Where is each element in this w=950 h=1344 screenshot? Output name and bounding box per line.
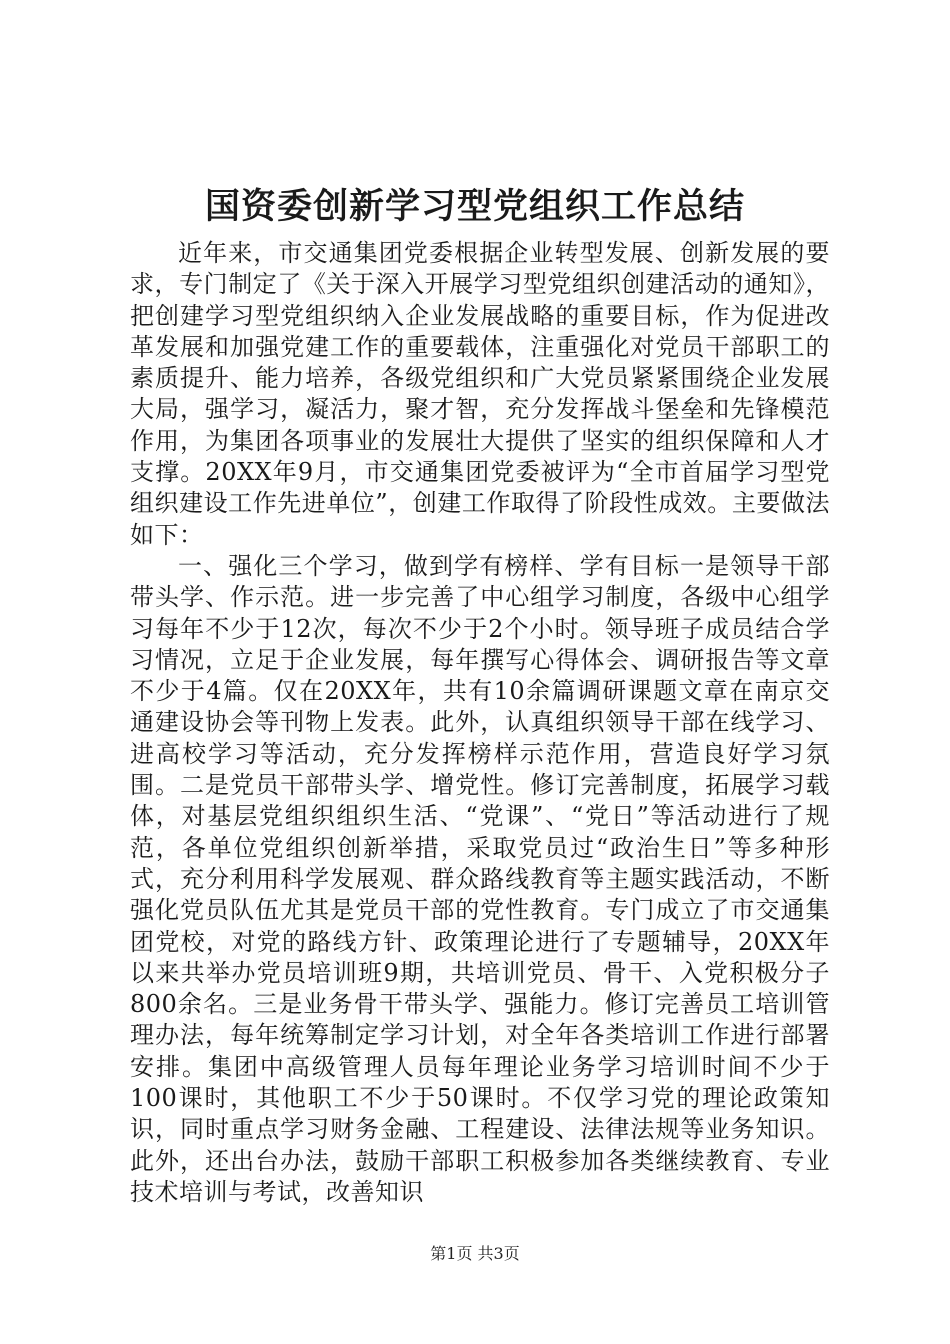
document-title: 国资委创新学习型党组织工作总结: [204, 186, 745, 227]
page-footer: 第1页 共3页: [430, 1244, 520, 1263]
paragraph-intro: 近年来，市交通集团党委根据企业转型发展、创新发展的要求，专门制定了《关于深入开展学习型党组织创建活动的通知》，把创建学习型党组织纳入企业发展战略的重要目标，作为促进改革发展和加强党建工作的重要载体，注重强化对党员干部职工的素质提升、能力培养，各级党组织和广大党员紧紧围绕企业发展大局，强学习，凝活力，聚才智，充分发挥战斗堡垒和先锋模范作用，为集团各项事业的发展壮大提供了坚实的组织保障和人才支撑。20XX年9月，市交通集团党委被评为“全市首届学习型党组织建设工作先进单位”，创建工作取得了阶段性成效。主要做法如下：: [130, 239, 830, 549]
document-body: [130, 238, 830, 1208]
paragraph-section-one: 一、强化三个学习，做到学有榜样、学有目标一是领导干部带头学、作示范。进一步完善了中心组学习制度，各级中心组学习每年不少于12次，每次不少于2个小时。领导班子成员结合学习情况，立足于企业发展，每年撰写心得体会、调研报告等文章不少于4篇。仅在20XX年，共有10余篇调研课题文章在南京交通建设协会等刊物上发表。此外，认真组织领导干部在线学习、进高校学习等活动，充分发挥榜样示范作用，营造良好学习氛围。二是党员干部带头学、增党性。修订完善制度，拓展学习载体，对基层党组织组织生活、“党课”、“党日”等活动进行了规范，各单位党组织创新举措，采取党员过“政治生日”等多种形式，充分利用科学发展观、群众路线教育等主题实践活动，不断强化党员队伍尤其是党员干部的党性教育。专门成立了市交通集团党校，对党的路线方针、政策理论进行了专题辅导，20XX年以来共举办党员培训班9期，共培训党员、骨干、入党积极分子800余名。三是业务骨干带头学、强能力。修订完善员工培训管理办法，每年统筹制定学习计划，对全年各类培训工作进行部署安排。集团中高级管理人员每年理论业务学习培训时间不少于100课时，其他职工不少于50课时。不仅学习党的理论政策知识，同时重点学习财务金融、工程建设、法律法规等业务知识。此外，还出台办法，鼓励干部职工积极参加各类继续教育、专业技术培训与考试，改善知识: [130, 551, 830, 1206]
